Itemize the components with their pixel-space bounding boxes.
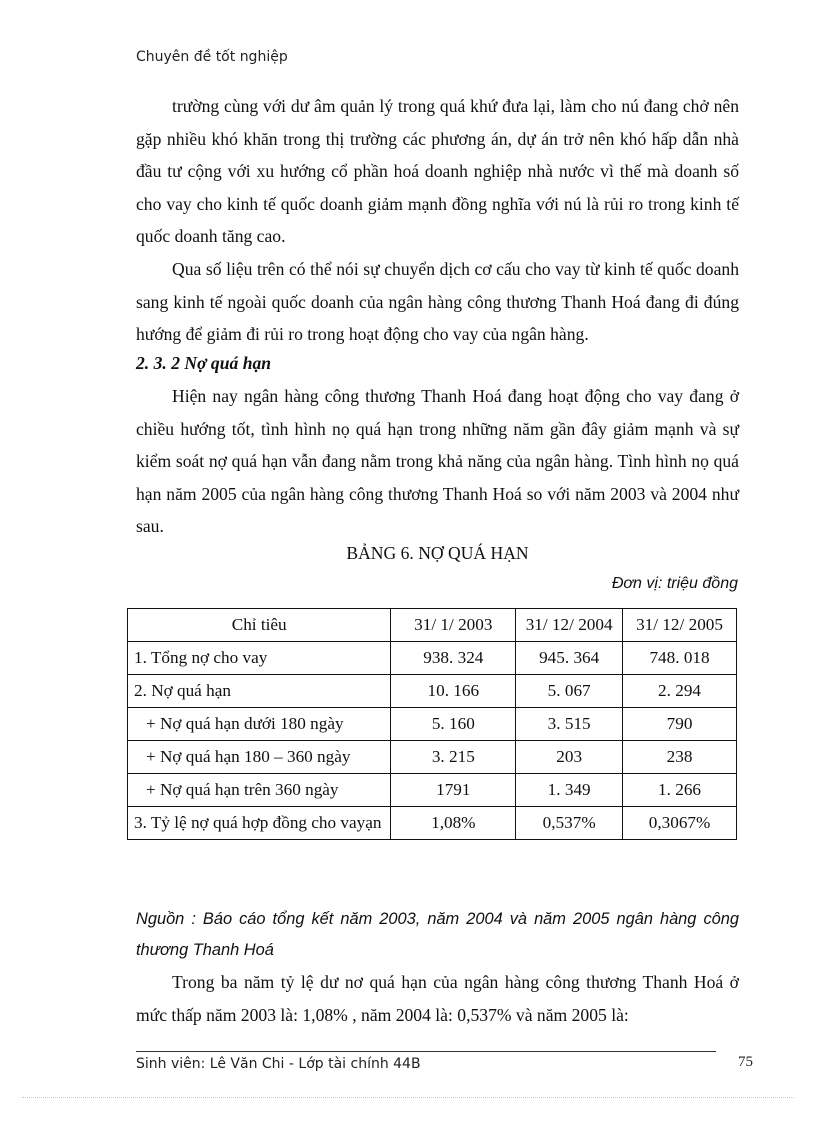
footer-student: Sinh viên: Lê Văn Chi - Lớp tài chính 44B bbox=[136, 1056, 421, 1072]
table-cell: 0,537% bbox=[516, 807, 623, 840]
table-row bbox=[128, 741, 737, 774]
row-label: + Nợ quá hạn trên 360 ngày bbox=[128, 774, 391, 807]
page-bottom-divider bbox=[22, 1097, 794, 1098]
table-row bbox=[128, 807, 737, 840]
table-cell: 3. 515 bbox=[516, 708, 623, 741]
row-label: 1. Tổng nợ cho vay bbox=[128, 642, 391, 675]
table-cell: 238 bbox=[623, 741, 737, 774]
closing-paragraph: Trong ba năm tỷ lệ dư nơ quá hạn của ngân hàng công thương Thanh Hoá ở mức thấp năm 2003 là: 1,08% , năm 2004 là: 0,537% và năm 2005 là: bbox=[136, 972, 739, 1025]
table-cell: 790 bbox=[623, 708, 737, 741]
paragraph-2: Qua số liệu trên có thể nói sự chuyển dịch cơ cấu cho vay từ kinh tế quốc doanh sang kinh tế ngoài quốc doanh của ngân hàng công thương Thanh Hoá đang đi đúng hướng để giảm đi rủi ro trong hoạt động cho vay của ngân hàng. bbox=[136, 258, 739, 345]
table-cell: 748. 018 bbox=[623, 642, 737, 675]
row-label: + Nợ quá hạn dưới 180 ngày bbox=[128, 708, 391, 741]
footer-divider bbox=[136, 1051, 716, 1052]
row-label: 2. Nợ quá hạn bbox=[128, 675, 391, 708]
table-header-row bbox=[128, 609, 737, 642]
table-cell: 2. 294 bbox=[623, 675, 737, 708]
section-paragraph: Hiện nay ngân hàng công thương Thanh Hoá đang hoạt động cho vay đang ở chiều hướng tốt, tình hình nọ quá hạn trong những năm gần đây giảm mạnh và sự kiểm soát nợ quá hạn vẫn đang nằm trong khả năng của ngân hàng. Tình hình nọ quá hạn năm 2005 của ngân hàng công thương Thanh Hoá so với năm 2003 và 2004 như sau. bbox=[136, 386, 739, 537]
row-label: 3. Tỷ lệ nợ quá hợp đồng cho vayạn bbox=[128, 807, 391, 840]
section-heading: 2. 3. 2 Nợ quá hạn bbox=[136, 353, 272, 373]
table-row bbox=[128, 774, 737, 807]
page-header: Chuyên đề tốt nghiệp bbox=[136, 49, 288, 65]
table-row bbox=[128, 675, 737, 708]
table-cell: 203 bbox=[516, 741, 623, 774]
table-row bbox=[128, 708, 737, 741]
table-title: BẢNG 6. NỢ QUÁ HẠN bbox=[346, 543, 529, 563]
unit-note: Đơn vị: triệu đồng bbox=[611, 575, 738, 592]
row-label: + Nợ quá hạn 180 – 360 ngày bbox=[128, 741, 391, 774]
body-text-top bbox=[136, 90, 739, 351]
table-cell: 10. 166 bbox=[391, 675, 516, 708]
table-header-cell: Chỉ tiêu bbox=[128, 609, 391, 642]
table-header-cell: 31/ 12/ 2005 bbox=[623, 609, 737, 642]
body-text-bottom bbox=[136, 966, 739, 1031]
body-text-section bbox=[136, 380, 739, 543]
table-header-cell: 31/ 12/ 2004 bbox=[516, 609, 623, 642]
table-cell: 5. 067 bbox=[516, 675, 623, 708]
table-cell: 938. 324 bbox=[391, 642, 516, 675]
table-cell: 1. 266 bbox=[623, 774, 737, 807]
table-cell: 1791 bbox=[391, 774, 516, 807]
table-cell: 3. 215 bbox=[391, 741, 516, 774]
table-cell: 945. 364 bbox=[516, 642, 623, 675]
table-cell: 0,3067% bbox=[623, 807, 737, 840]
page-number: 75 bbox=[738, 1054, 753, 1070]
overdue-debt-table bbox=[127, 608, 737, 840]
table-row bbox=[128, 642, 737, 675]
table-cell: 1. 349 bbox=[516, 774, 623, 807]
source-note: Nguồn : Báo cáo tổng kết năm 2003, năm 2004 và năm 2005 ngân hàng công thương Thanh Hoá bbox=[136, 910, 739, 959]
table-cell: 1,08% bbox=[391, 807, 516, 840]
table-header-cell: 31/ 1/ 2003 bbox=[391, 609, 516, 642]
table-cell: 5. 160 bbox=[391, 708, 516, 741]
paragraph-1: trường cùng với dư âm quản lý trong quá khứ đưa lại, làm cho nú đang chở nên gặp nhiều khó khăn trong thị trường các phương án, dự án trở nên khó hấp dẫn nhà đầu tư cộng với xu hướng cổ phần hoá doanh nghiệp nhà nước vì thế mà doanh số cho vay cho kinh tế quốc doanh giảm mạnh đồng nghĩa với nú là rủi ro trong kinh tế quốc doanh tăng cao. bbox=[136, 96, 739, 247]
